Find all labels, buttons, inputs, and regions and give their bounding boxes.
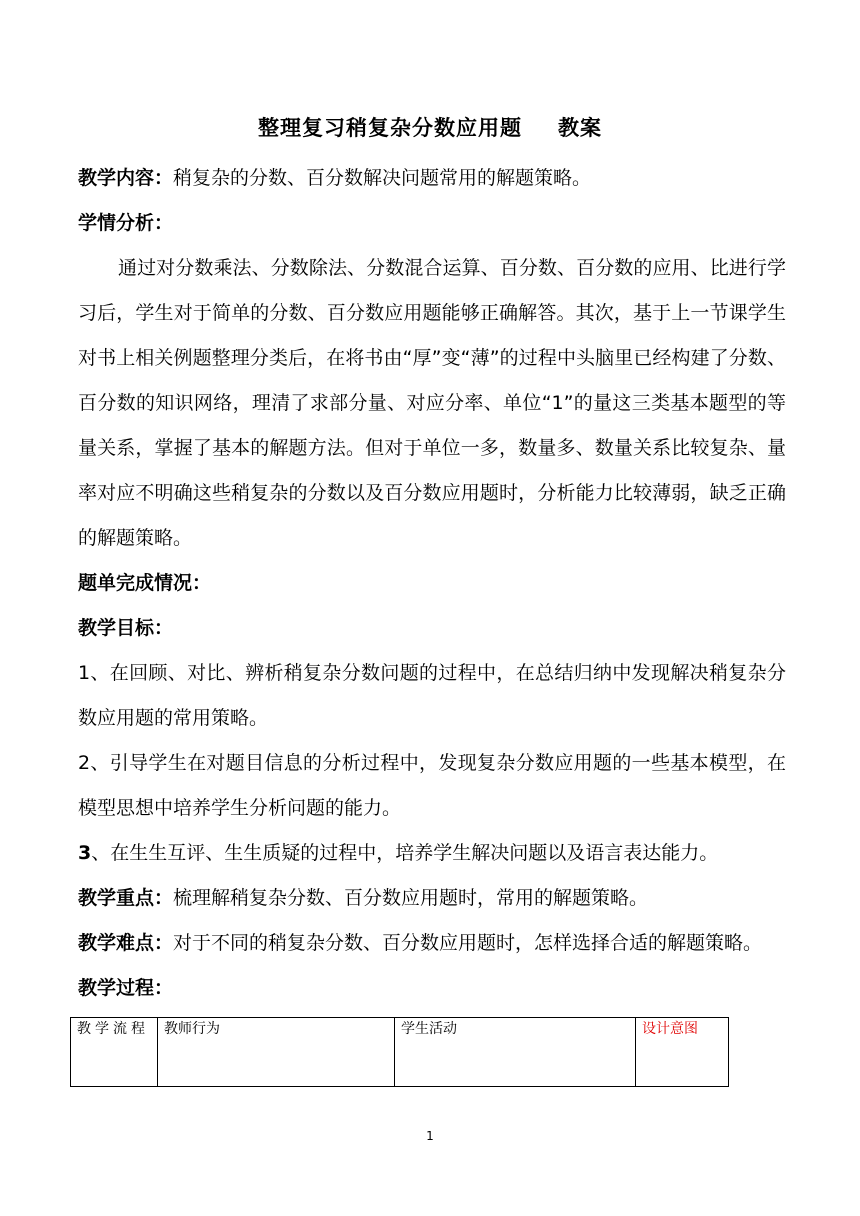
process-label: 教学过程： [78, 977, 174, 999]
goal-number: 2 [78, 752, 91, 774]
goal-text: 、在生生互评、生生质疑的过程中，培养学生解决问题以及语言表达能力。 [91, 842, 719, 864]
header-cell-teacher: 教师行为 [158, 1018, 395, 1087]
content-text: 稍复杂的分数、百分数解决问题常用的解题策略。 [173, 167, 592, 189]
header-cell-intent: 设计意图 [636, 1018, 729, 1087]
worksheet-label: 题单完成情况： [78, 572, 212, 594]
title-suffix: 教案 [558, 116, 602, 140]
analysis-paragraph: 通过对分数乘法、分数除法、分数混合运算、百分数、百分数的应用、比进行学习后，学生对于简单的分数、百分数应用题能够正确解答。其次，基于上一节课学生对书上相关例题整理分类后，在将书由“厚”变“薄”的过程中头脑里已经构建了分数、百分数的知识网络，理清了求部分量、对应分率、单位“1”的量这三类基本题型的等量关系，掌握了基本的解题方法。但对于单位一多，数量多、数量关系比较复杂、量率对应不明确这些稍复杂的分数以及百分数应用题时，分析能力比较薄弱，缺乏正确的解题策略。 [78, 257, 786, 549]
goal-item-1 [78, 651, 786, 741]
goal-text: 、引导学生在对题目信息的分析过程中，发现复杂分数应用题的一些基本模型，在模型思想中培养学生分析问题的能力。 [78, 752, 786, 819]
document-body [78, 156, 786, 1011]
goal-item-3 [78, 831, 786, 876]
goal-item-2 [78, 741, 786, 831]
document-title [0, 112, 860, 142]
goal-number: 3 [78, 842, 92, 864]
key-point-line [78, 876, 786, 921]
key-text: 梳理解稍复杂分数、百分数应用题时，常用的解题策略。 [173, 887, 649, 909]
goal-text: 、在回顾、对比、辨析稍复杂分数问题的过程中，在总结归纳中发现解决稍复杂分数应用题的常用策略。 [78, 662, 786, 729]
content-label: 教学内容： [78, 167, 174, 189]
header-cell-student: 学生活动 [395, 1018, 636, 1087]
difficulty-label: 教学难点： [78, 932, 174, 954]
title-main: 整理复习稍复杂分数应用题 [258, 116, 522, 140]
page-number: 1 [426, 1129, 434, 1143]
difficulty-text: 对于不同的稍复杂分数、百分数应用题时，怎样选择合适的解题策略。 [173, 932, 763, 954]
header-cell-flow: 教学流程 [71, 1018, 158, 1087]
content-line [78, 156, 786, 201]
key-label: 教学重点： [78, 887, 174, 909]
analysis-label: 学情分析： [78, 212, 174, 234]
table-header-row [71, 1018, 729, 1087]
difficulty-line [78, 921, 786, 966]
goals-label: 教学目标： [78, 617, 174, 639]
process-table [70, 1017, 729, 1087]
goal-number: 1 [78, 662, 91, 684]
